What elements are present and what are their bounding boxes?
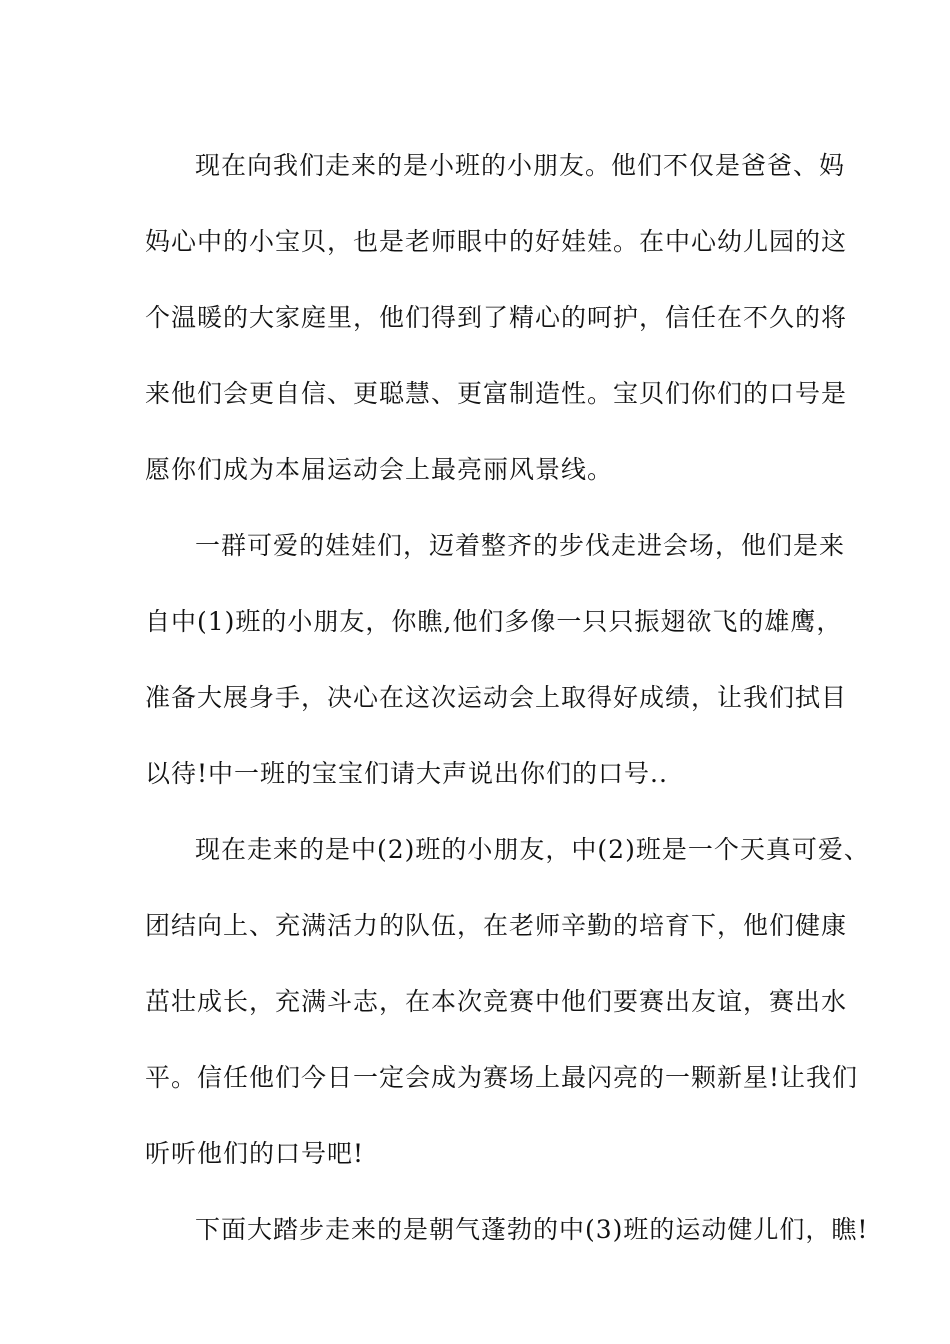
paragraph-1-line-2: 妈心中的小宝贝，也是老师眼中的好娃娃。在中心幼儿园的这 [145,227,848,256]
paragraph-2-line-4: 以待!中一班的宝宝们请大声说出你们的口号.. [145,759,668,788]
paragraph-1-line-1: 现在向我们走来的是小班的小朋友。他们不仅是爸爸、妈 [195,151,846,180]
paragraph-1-line-3: 个温暖的大家庭里，他们得到了精心的呵护，信任在不久的将 [145,303,848,332]
paragraph-3-line-4: 平。信任他们今日一定会成为赛场上最闪亮的一颗新星!让我们 [145,1063,859,1092]
paragraph-3-line-2: 团结向上、充满活力的队伍，在老师辛勤的培育下，他们健康 [145,911,848,940]
paragraph-4-line-1: 下面大踏步走来的是朝气蓬勃的中(3)班的运动健儿们，瞧! [195,1215,869,1244]
paragraph-3-line-5: 听听他们的口号吧! [145,1139,365,1168]
paragraph-3-line-3: 茁壮成长，充满斗志，在本次竞赛中他们要赛出友谊，赛出水 [145,987,848,1016]
paragraph-2-line-3: 准备大展身手，决心在这次运动会上取得好成绩，让我们拭目 [145,683,848,712]
paragraph-2-line-1: 一群可爱的娃娃们，迈着整齐的步伐走进会场，他们是来 [195,531,846,560]
paragraph-1-line-5: 愿你们成为本届运动会上最亮丽风景线。 [145,455,614,484]
document-body [145,128,870,1268]
paragraph-3-line-1: 现在走来的是中(2)班的小朋友，中(2)班是一个天真可爱、 [195,835,870,864]
paragraph-1-line-4: 来他们会更自信、更聪慧、更富制造性。宝贝们你们的口号是 [145,379,848,408]
paragraph-2-line-2: 自中(1)班的小朋友，你瞧,他们多像一只只振翅欲飞的雄鹰， [145,607,843,636]
